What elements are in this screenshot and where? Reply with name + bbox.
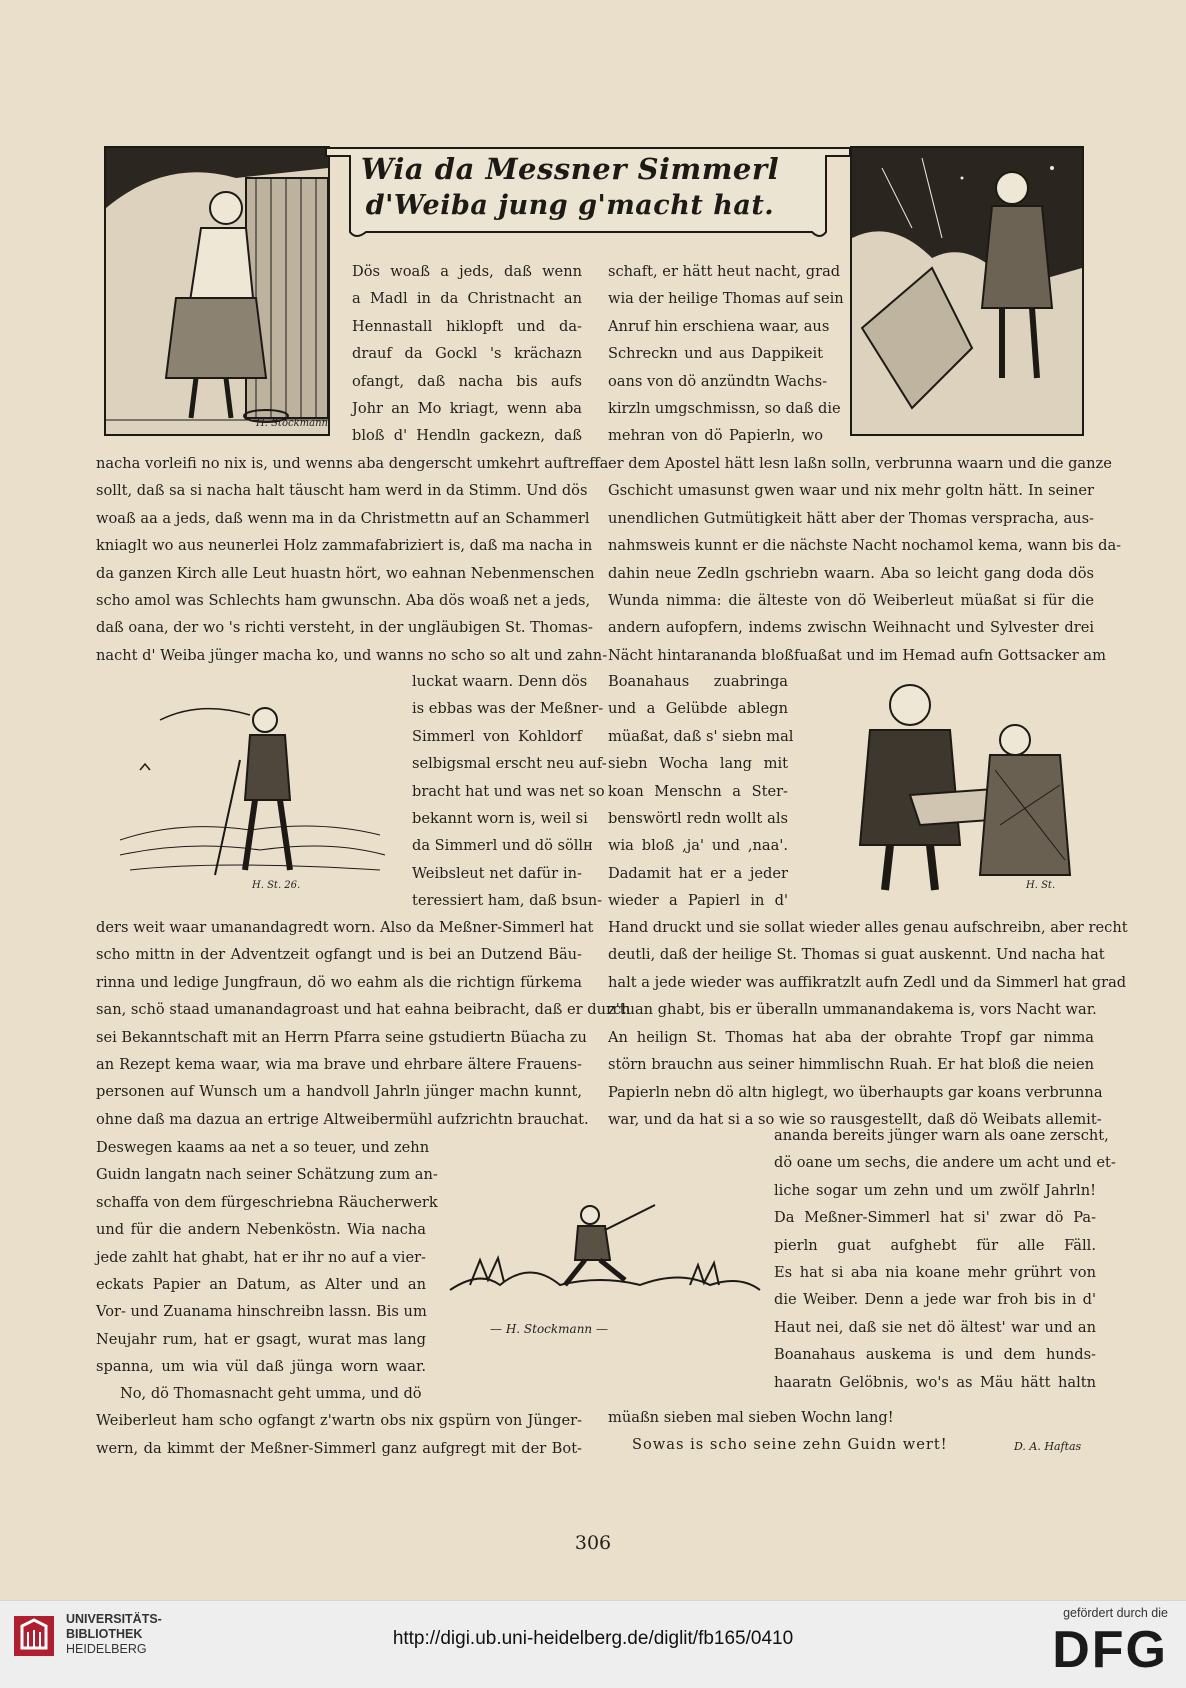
text-line: ders weit waar umanandagredt worn. Also da Meßner-Simmerl hat (96, 919, 594, 936)
text-line: scho amol was Schlechts ham gwunschn. Aba dös woaß net a jeds, (96, 592, 591, 610)
text-line: pierln guat aufghebt für alle Fäll. (774, 1236, 1096, 1254)
text-line: Guidn langatn nach seiner Schätzung zum an- (96, 1166, 438, 1184)
text-line: Anruf hin erschiena waar, aus (608, 317, 830, 335)
text-line: störn brauchn aus seiner himmlischn Ruah. Er hat bloß die neien (608, 1056, 1094, 1074)
text-line: und a Gelübde ablegn (608, 700, 788, 718)
text-line: selbigsmal erscht neu auf- (412, 755, 607, 773)
text-line: kniaglt wo aus neunerlei Holz zammafabriziert is, daß ma nacha in (96, 537, 593, 555)
running-man-vignette (440, 1190, 770, 1340)
text-line: liche sogar um zehn und um zwölf Jahrln! (774, 1181, 1096, 1199)
text-line: koan Menschn a Ster- (608, 782, 788, 800)
final-right-column (608, 1404, 1008, 1459)
text-line: Papierln nebn dö altn higlegt, wo überhaupts gar koans verbrunna (608, 1083, 1103, 1101)
bottom-right-column (774, 1122, 1116, 1396)
text-line: Sowas is scho seine zehn Guidn wert! (632, 1436, 948, 1454)
text-line: sei Bekanntschaft mit an Herrn Pfarra seine gstudiertn Büacha zu (96, 1028, 587, 1046)
text-line: nacha vorleifi no nix is, und wenns aba dengerscht umkehrt auftreffa (96, 455, 609, 472)
text-line: Boanahaus auskema is und dem hunds- (774, 1346, 1096, 1364)
text-line: Deswegen kaams aa net a so teuer, und zehn (96, 1139, 430, 1156)
text-line: jede zahlt hat ghabt, hat er ihr no auf a vier- (96, 1248, 426, 1266)
funding-caption: gefördert durch die (1063, 1606, 1168, 1620)
text-line: ofangt, daß nacha bis aufs (352, 372, 582, 390)
woman-at-henhouse-drawing (106, 148, 328, 434)
text-line: Schreckn und aus Dappikeit (608, 345, 823, 363)
text-line: sollt, daß sa si nacha halt täuscht ham werd in da Stimm. Und dös (96, 482, 588, 500)
text-line: deutli, daß der heilige St. Thomas si guat auskennt. Und nacha hat (608, 946, 1105, 964)
text-line: schaffa von dem fürgeschriebna Räucherwerk (96, 1193, 438, 1211)
text-line: wia bloß ,ja' und ,naa'. (608, 837, 788, 855)
text-line: unendlichen Gutmütigkeit hätt aber der Thomas verspracha, aus- (608, 509, 1094, 527)
text-line: An heilign St. Thomas hat aba der obrahte Tropf gar nimma (608, 1029, 1094, 1046)
text-line: bracht hat und was net so (412, 782, 605, 800)
text-line: nahmsweis kunnt er die nächste Nacht nochamol kema, wann bis da- (608, 537, 1122, 555)
text-line: Wunda nimma: die älteste von dö Weiberleut müaßat si für die (608, 592, 1094, 610)
mid-left-column (96, 450, 609, 669)
text-line: wieder a Papierl in d' (608, 892, 788, 910)
text-line: Boanahaus zuabringa (608, 673, 788, 690)
text-line: Weiberleut ham scho ogfangt z'wartn obs nix gspürn von Jünger- (96, 1412, 582, 1430)
text-line: Es hat si aba nia koane mehr grührt von (774, 1264, 1096, 1282)
text-line: dahin neue Zedln gschriebn waarn. Aba so leicht gang doda dös (608, 564, 1094, 582)
text-line: Haut nei, daß sie net dö ältest' war und an (774, 1318, 1096, 1336)
text-line: und für die andern Nebenköstn. Wia nacha (96, 1221, 426, 1239)
text-line: benswörtl redn wollt als (608, 810, 788, 828)
text-line: wia der heilige Thomas auf sein (608, 290, 844, 308)
final-left-column (96, 1380, 582, 1462)
text-line: bloß d' Hendln gackezn, daß (352, 427, 582, 445)
text-line: ananda bereits jünger warn als oane zerscht, (774, 1127, 1109, 1144)
text-line: Vor- und Zuanama hinschreibn lassn. Bis um (96, 1303, 427, 1321)
top-left-signature: H. Stockmann (256, 418, 328, 429)
narrow-right-column (608, 668, 794, 915)
text-line: is ebbas was der Meßner- (412, 700, 604, 718)
library-name-line-2: BIBLIOTHEK (66, 1627, 143, 1641)
text-line: luckat waarn. Denn dös (412, 673, 588, 690)
bottom-left-column (96, 1134, 438, 1381)
text-line: daß oana, der wo 's richti versteht, in der ungläubigen St. Thomas- (96, 619, 593, 637)
text-line: scho mittn in der Adventzeit ogfangt und is bei an Dutzend Bäu- (96, 946, 582, 964)
text-line: halt a jede wieder was auffikratzlt aufn Zedl und da Simmerl hat grad (608, 973, 1127, 991)
text-line: siebn Wocha lang mit (608, 755, 788, 773)
library-name-line-3: HEIDELBERG (66, 1642, 147, 1656)
right-figure-signature: H. St. (1026, 880, 1056, 891)
title-line-1: Wia da Messner Simmerl (360, 152, 780, 186)
top-right-illustration (850, 146, 1084, 436)
text-line: er dem Apostel hätt lesn laßn solln, verbrunna waarn und die ganze (608, 455, 1112, 472)
man-with-cane-drawing (100, 690, 400, 900)
text-line: an Rezept kema waar, wia ma brave und ehrbare ältere Frauens- (96, 1056, 582, 1074)
page-number: 306 (574, 1532, 612, 1554)
text-line: personen auf Wunsch um a handvoll Jahrln jünger machn kunnt, (96, 1083, 582, 1101)
article-title (325, 150, 815, 238)
text-line: kirzln umgschmissn, so daß die (608, 400, 841, 418)
text-line: schaft, er hätt heut nacht, grad (608, 263, 841, 280)
text-line: müaßat, daß s' siebn mal (608, 727, 794, 745)
left-figure-signature: H. St. 26. (252, 880, 301, 891)
man-in-snowy-forest-drawing (852, 148, 1082, 434)
text-line: wern, da kimmt der Meßner-Simmerl ganz aufgregt mit der Bot- (96, 1439, 582, 1457)
text-line: eckats Papier an Datum, as Alter und an (96, 1276, 426, 1294)
text-line: Weibsleut net dafür in- (412, 864, 582, 882)
top-left-illustration (104, 146, 330, 436)
text-line: nacht d' Weiba jünger macha ko, und wanns no scho so alt und zahn- (96, 646, 608, 664)
narrow-left-column (412, 668, 607, 915)
center-signature: — H. Stockmann — (490, 1322, 608, 1336)
text-line: Johr an Mo kriagt, wenn aba (352, 400, 582, 418)
text-line: No, dö Thomasnacht geht umma, und dö (120, 1385, 422, 1402)
lower-left-column (96, 914, 631, 1133)
text-line: Dös woaß a jeds, daß wenn (352, 263, 582, 280)
text-line: die Weiber. Denn a jede war froh bis in d' (774, 1291, 1096, 1309)
lower-right-column-b (608, 1024, 1103, 1134)
text-line: bekannt worn is, weil si (412, 810, 588, 828)
text-line: teressiert ham, daß bsun- (412, 892, 603, 910)
text-line: drauf da Gockl 's krächazn (352, 345, 582, 363)
text-line: Hand druckt und sie sollat wieder alles genau aufschreibn, aber recht (608, 919, 1128, 936)
text-line: andern aufopfern, indems zwischn Weihnacht und Sylvester drei (608, 619, 1094, 637)
text-line: Neujahr rum, hat er gsagt, wurat mas lang (96, 1330, 426, 1348)
text-line: z'tuan ghabt, bis er überalln ummanandakema is, vors Nacht war. (608, 1001, 1097, 1019)
text-line: Gschicht umasunst gwen waar und nix mehr goltn hätt. In seiner (608, 482, 1094, 500)
text-line: Da Meßner-Simmerl hat si' zwar dö Pa- (774, 1209, 1096, 1227)
top-left-column (352, 258, 582, 450)
text-line: woaß aa a jeds, daß wenn ma in da Christmettn auf an Schammerl (96, 509, 590, 527)
text-line: spanna, um wia vül daß jünga worn waar. (96, 1358, 426, 1376)
text-line: a Madl in da Christnacht an (352, 290, 582, 308)
text-line: mehran von dö Papierln, wo (608, 427, 823, 445)
text-line: war, und da hat si a so wie so rausgestellt, daß dö Weibats allemit- (608, 1111, 1102, 1129)
permalink-url[interactable]: http://digi.ub.uni-heidelberg.de/diglit/fb165/0410 (392, 1628, 794, 1649)
library-name-line-1: UNIVERSITÄTS- (66, 1612, 162, 1626)
top-right-column (608, 258, 844, 450)
text-line: Nächt hintaranandа bloßfuaßat und im Hemad aufn Gottsacker am (608, 646, 1106, 664)
text-line: haaratn Gelöbnis, wo's as Mäu hätt haltn (774, 1373, 1096, 1391)
text-line: ohne daß ma dazua an ertrige Altweibermühl aufzrichtn brauchat. (96, 1110, 589, 1128)
text-line: Dadamit hat er a jeder (608, 864, 788, 882)
lower-right-column-a (608, 914, 1128, 1024)
text-line: san, schö staad umanandagroast und hat eahna beibracht, daß er durch (96, 1001, 631, 1019)
text-line: dö oane um sechs, die andere um acht und et- (774, 1154, 1116, 1172)
text-line: Simmerl von Kohldorf (412, 727, 582, 745)
text-line: Hennastall hiklopft und da- (352, 317, 582, 335)
title-line-2: d'Weiba jung g'macht hat. (365, 190, 775, 221)
text-line: da Simmerl und dö söllн (412, 837, 593, 855)
dfg-logo: DFG (1052, 1621, 1168, 1679)
text-line: müaßn sieben mal sieben Wochn lang! (608, 1409, 894, 1426)
text-line: rinna und ledige Jungfraun, dö wo eahm als die richtign fürkema (96, 973, 582, 991)
text-line: oans von dö anzündtn Wachs- (608, 372, 828, 390)
sacristan-and-woman-writing-drawing (800, 675, 1090, 900)
mid-right-column (608, 450, 1122, 669)
author-signature: D. A. Haftas (1014, 1440, 1082, 1453)
text-line: da ganzen Kirch alle Leut huastn hört, wo eahnan Nebenmenschen (96, 564, 595, 582)
